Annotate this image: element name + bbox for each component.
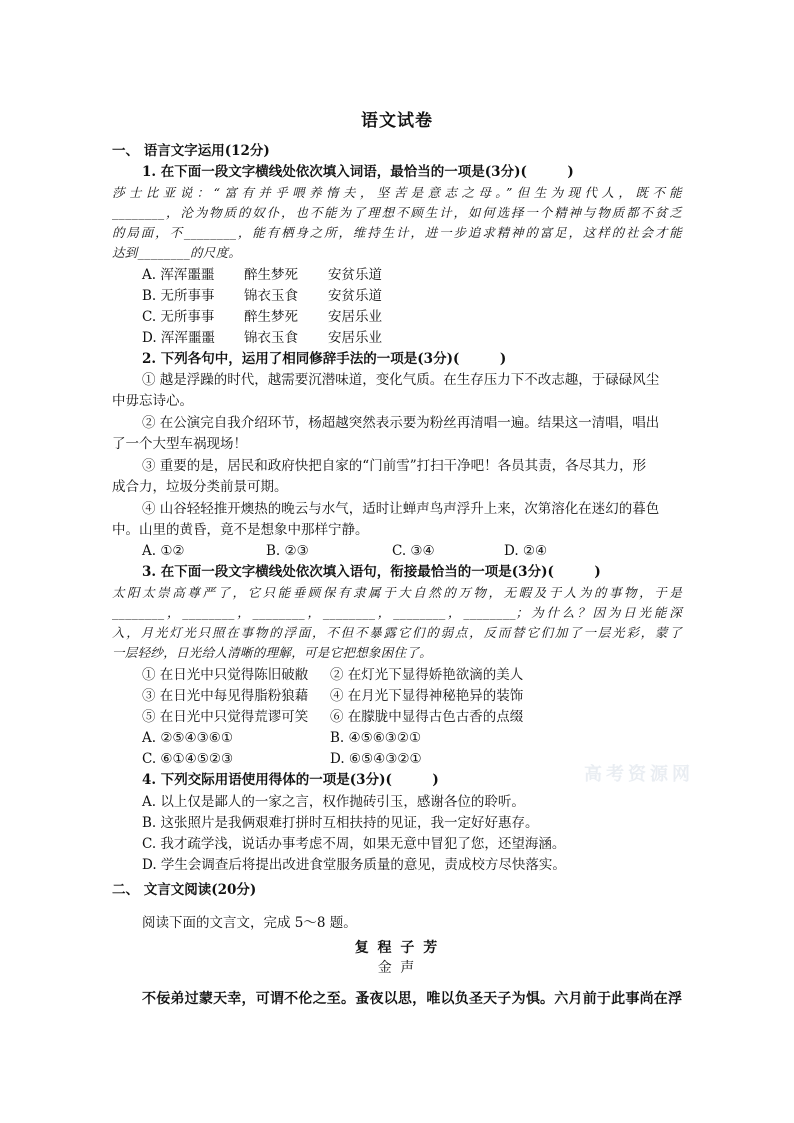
option-word: C. 无所事事: [142, 309, 215, 325]
question-1-passage-line: 达到________的尺度。: [112, 245, 242, 260]
choice: ⑥ 在朦胧中显得古色古香的点缀: [330, 709, 524, 725]
question-4-stem: 4. 下列交际用语使用得体的一项是(3分)( ): [142, 772, 439, 788]
option-word: 安贫乐道: [328, 267, 382, 283]
question-3-passage-line: ________，________，________，________，________，________；为什么？因为日光能深: [112, 605, 682, 620]
question-4-option-c: C. 我才疏学浅，说话办事考虑不周，如果无意中冒犯了您，还望海涵。: [142, 836, 566, 852]
question-2-line: 成合力，垃圾分类前景可期。: [112, 479, 288, 495]
option-word: 醉生梦死: [244, 309, 298, 325]
question-3-stem: 3. 在下面一段文字横线处依次填入语句，衔接最恰当的一项是(3分)( ): [142, 564, 601, 580]
option-b: B. ②③: [266, 543, 309, 559]
question-4-option-a: A. 以上仅是鄙人的一家之言，权作抛砖引玉，感谢各位的聆听。: [142, 794, 525, 810]
question-2-line: 中。山里的黄昏，竟不是想象中那样宁静。: [112, 522, 369, 538]
option-c: C. ⑥①④⑤②③: [142, 751, 234, 767]
option-word: 锦衣玉食: [244, 288, 298, 304]
choice: ⑤ 在日光中只觉得荒谬可笑: [142, 709, 309, 725]
question-4-option-b: B. 这张照片是我俩艰难打拼时互相扶持的见证，我一定好好惠存。: [142, 815, 539, 831]
question-4-option-d: D. 学生会调查后将提出改进食堂服务质量的意见，责成校方尽快落实。: [142, 857, 566, 873]
option-b: B. ④⑤⑥③②①: [330, 730, 422, 746]
question-1-passage-line: 的局面，不________，能有栖身之所，维持生计，进一步追求精神的富足，这样的社会才能: [112, 225, 682, 240]
option-word: 安贫乐道: [328, 288, 382, 304]
article-first-line: 不佞弟过蒙天幸，可谓不伦之至。蚤夜以思，唯以负圣天子为惧。六月前于此事尚在浮: [142, 991, 682, 1007]
option-word: 安居乐业: [328, 309, 382, 325]
question-1-passage-line: ________，沦为物质的奴仆，也不能为了理想不顾生计，如何选择一个精神与物质都不贫乏: [112, 205, 682, 220]
choice: ④ 在月光下显得神秘艳异的装饰: [330, 688, 524, 704]
option-a: A. ①②: [142, 543, 185, 559]
question-2-line: 中毋忘诗心。: [112, 393, 193, 409]
question-1-stem: 1. 在下面一段文字横线处依次填入词语，最恰当的一项是(3分)( ): [142, 164, 574, 180]
watermark: 高考资源网: [584, 764, 694, 785]
question-2-line: ① 越是浮躁的时代，越需要沉潜味道，变化气质。在生存压力下不改志趣，于碌碌风尘: [142, 372, 660, 388]
question-3-passage-line: 一层轻纱，日光给人清晰的理解，可是它把想象困住了。: [112, 645, 433, 660]
option-c: C. ③④: [392, 543, 435, 559]
option-word: 醉生梦死: [244, 267, 298, 283]
page-title: 语文试卷: [361, 111, 433, 131]
choice: ② 在灯光下显得娇艳欲滴的美人: [330, 667, 524, 683]
question-3-passage-line: 入，月光灯光只照在事物的浮面，不但不暴露它们的弱点，反而替它们加了一层光彩，蒙了: [112, 625, 682, 640]
question-1-passage-line: 莎士比亚说：“富有并乎喂养惰夫，坚苦是意志之母。”但生为现代人，既不能: [112, 185, 682, 200]
question-3-passage-line: 太阳太崇高尊严了，它只能垂顾保有隶属于大自然的万物，无暇及于人为的事物，于是: [112, 585, 682, 600]
question-2-line: ③ 重要的是，居民和政府快把自家的“门前雪”打扫干净吧！各员其责，各尽其力，形: [142, 458, 647, 474]
option-a: A. ②⑤④③⑥①: [142, 730, 233, 746]
choice: ① 在日光中只觉得陈旧破敝: [142, 667, 309, 683]
question-2-line: 了一个大型车祸现场！: [112, 436, 247, 452]
option-word: 安居乐业: [328, 330, 382, 346]
section-heading-2: 二、 文言文阅读(20分): [112, 882, 257, 898]
article-author: 金 声: [377, 960, 417, 976]
choice: ③ 在日光中每见得脂粉狼藉: [142, 688, 309, 704]
option-d: D. ②④: [504, 543, 548, 559]
option-word: A. 浑浑噩噩: [142, 267, 215, 283]
article-title: 复 程 子 芳: [354, 940, 440, 956]
section-2-intro: 阅读下面的文言文，完成 5～8 题。: [142, 915, 357, 931]
option-word: D. 浑浑噩噩: [142, 330, 215, 346]
section-heading-1: 一、 语言文字运用(12分): [112, 143, 270, 159]
question-2-stem: 2. 下列各句中，运用了相同修辞手法的一项是(3分)( ): [142, 351, 507, 367]
option-d: D. ⑥⑤④③②①: [330, 751, 422, 767]
question-2-line: ④ 山谷轻轻推开燠热的晚云与水气，适时让蝉声鸟声浮升上来，次第溶化在迷幻的暮色: [142, 501, 660, 517]
option-word: 锦衣玉食: [244, 330, 298, 346]
option-word: B. 无所事事: [142, 288, 215, 304]
question-2-line: ② 在公演完自我介绍环节，杨超越突然表示要为粉丝再清唱一遍。结果这一清唱，唱出: [142, 415, 660, 431]
